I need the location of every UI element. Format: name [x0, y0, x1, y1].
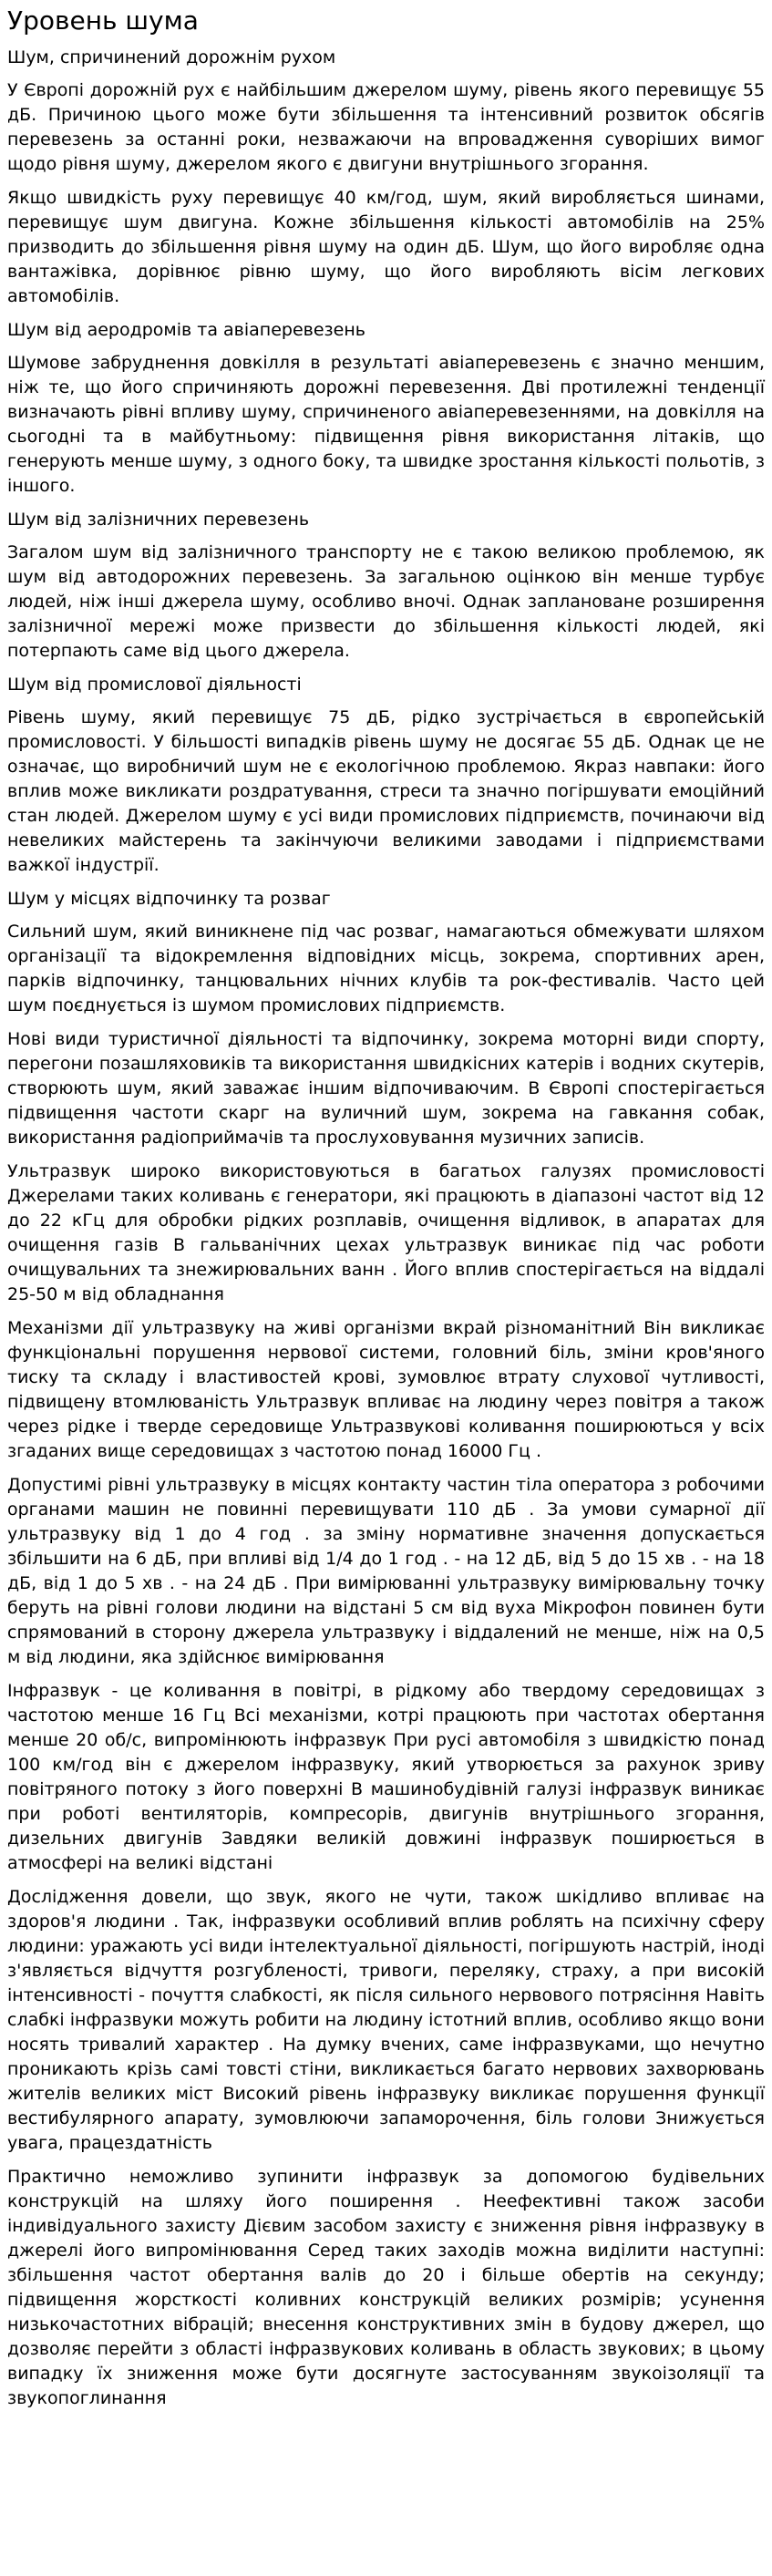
paragraph: Нові види туристичної діяльності та відпочинку, зокрема моторні види спорту, перегони позашляховиків та використання швидкісних катерів і водних скутерів, створюють шум, який заважає іншим відпочиваючим. В Європі спостерігається підвищення частоти скарг на вуличний шум, зокрема на гавкання собак, використання радіоприймачів та прослуховування музичних записів. — [7, 1029, 765, 1148]
section-heading-industry: Шум від промислової діяльності — [7, 675, 302, 695]
paragraph: Ультразвук широко використовуються в багатьох галузях промисловості Джерелами таких коливань є генератори, які працюють в діапазоні частот від 12 до 22 кГц для обробки рідких розплавів, очищення відливок, в апаратах для очищення газів В гальванічних цехах ультразвук виникає під час роботи очищувальних та знежирювальних ванн . Його вплив спостерігається на віддалі 25-50 м від обладнання — [7, 1161, 765, 1304]
paragraph: Дослідження довели, що звук, якого не чути, також шкідливо впливає на здоров'я людини . Так, інфразвуки особливий вплив роблять на психічну сферу людини: уражають усі види інтелектуальної діяльності, погіршують настрій, іноді з'являється відчуття розгубленості, тривоги, переляку, страху, а при високій інтенсивності - почуття слабкості, як після сильного нервового потрясіння Навіть слабкі інфразвуки можуть робити на людину істотний вплив, особливо якщо вони носять тривалий характер . На думку вчених, саме інфразвуками, що нечутно проникають крізь самі товсті стіни, викликається багато нервових захворювань жителів великих міст Високий рівень інфразвуку викликає порушення функції вестибулярного апарату, зумовлюючи запаморочення, біль голови Знижується увага, працездатність — [7, 1887, 765, 2153]
section-heading-railway: Шум від залізничних перевезень — [7, 510, 310, 530]
paragraph: Шумове забруднення довкілля в результаті авіаперевезень є значно меншим, ніж те, що його спричиняють дорожні перевезення. Дві протилежні тенденції визначають рівні впливу шуму, спричиненого авіаперевезеннями, на довкілля на сьогодні та в майбутньому: підвищення рівня використання літаків, що генерують менше шуму, з одного боку, та швидке зростання кількості польотів, з іншого. — [7, 353, 765, 496]
paragraph: Загалом шум від залізничного транспорту не є такою великою проблемою, як шум від автодорожних перевезень. За загальною оцінкою він менше турбує людей, ніж інші джерела шуму, особливо вночі. Однак заплановане розширення залізничної мережі може призвести до збільшення кількості людей, які потерпають саме від цього джерела. — [7, 542, 765, 661]
paragraph: Якщо швидкість руху перевищує 40 км/год, шум, який виробляється шинами, перевищує шум двигуна. Кожне збільшення кількості автомобілів на 25% призводить до збільшення рівня шуму на один дБ. Шум, що його виробляє одна вантажівка, дорівнює рівню шуму, що його виробляють вісім легкових автомобілів. — [7, 188, 765, 306]
page-title: Уровень шума — [7, 5, 199, 36]
paragraph: Механізми дії ультразвуку на живі організми вкрай різноманітний Він викликає функціональні порушення нервової системи, головний біль, зміни кров'яного тиску та складу і властивостей крові, зумовлює втрату слухової чутливості, підвищену втомлюваність Ультразвук впливає на людину через повітря а також через рідке і тверде середовище Ультразвукові коливання поширюються у всіх згаданих вище середовищах з частотою понад 16000 Гц . — [7, 1318, 765, 1461]
section-heading-road-traffic: Шум, спричинений дорожнім рухом — [7, 47, 336, 67]
paragraph: У Європі дорожній рух є найбільшим джерелом шуму, рівень якого перевищує 55 дБ. Причиною цього може бути збільшення та інтенсивний розвиток обсягів перевезень за останні роки, незважаючи на впровадження суворіших вимог щодо рівня шуму, джерелом якого є двигуни внутрішнього згорання. — [7, 80, 765, 174]
paragraph: Інфразвук - це коливання в повітрі, в рідкому або твердому середовищах з частотою менше 16 Гц Всі механізми, котрі працюють при частотах обертання менше 20 об/с, випромінюють інфразвук При русі автомобіля з швидкістю понад 100 км/год він є джерелом інфразвуку, який утворюється за рахунок зриву повітряного потоку з його поверхні В машинобудівній галузі інфразвук виникає при роботі вентиляторів, компресорів, двигунів внутрішнього згорання, дизельних двигунів Завдяки великій довжині інфразвук поширюється в атмосфері на великі відстані — [7, 1681, 765, 1873]
section-heading-leisure: Шум у місцях відпочинку та розваг — [7, 889, 331, 909]
section-heading-aviation: Шум від аеродромів та авіаперевезень — [7, 320, 365, 340]
paragraph: Практично неможливо зупинити інфразвук за допомогою будівельних конструкцій на шляху його поширення . Неефективні також засоби індивідуального захисту Дієвим засобом захисту є зниження рівня інфразвуку в джерелі його випромінювання Серед таких заходів можна виділити наступні: збільшення частот обертання валів до 20 і більше обертів на секунду; підвищення жорсткості коливних конструкцій великих розмірів; усунення низькочастотних вібрацій; внесення конструктивних змін в будову джерел, що дозволяє перейти з області інфразвукових коливань в область звукових; в цьому випадку їх зниження може бути досягнуте застосуванням звукоізоляції та звукопоглинання — [7, 2167, 765, 2408]
paragraph: Допустимі рівні ультразвуку в місцях контакту частин тіла оператора з робочими органами машин не повинні перевищувати 110 дБ . За умови сумарної дії ультразвуку від 1 до 4 год . за зміну нормативне значення допускається збільшити на 6 дБ, при впливі від 1/4 до 1 год . - на 12 дБ, від 5 до 15 хв . - на 18 дБ, від 1 до 5 хв . - на 24 дБ . При вимірюванні ультразвуку вимірювальну точку беруть на рівні голови людини на відстані 5 см від вуха Мікрофон повинен бути спрямований в сторону джерела ультразвуку і віддалений не менше, ніж на 0,5 м від людини, яка здійснює вимірювання — [7, 1475, 765, 1667]
paragraph: Рівень шуму, який перевищує 75 дБ, рідко зустрічається в європейській промисловості. У більшості випадків рівень шуму не досягає 55 дБ. Однак це не означає, що виробничий шум не є екологічною проблемою. Якраз навпаки: його вплив може викликати роздратування, стреси та значно погіршувати емоційний стан людей. Джерелом шуму є усі види промислових підприємств, починаючи від невеликих майстерень та закінчуючи великими заводами і підприємствами важкої індустрії. — [7, 707, 765, 875]
paragraph: Сильний шум, який виникнене під час розваг, намагаються обмежувати шляхом організації та відокремлення відповідних місць, зокрема, спортивних арен, парків відпочинку, танцювальних нічних клубів та рок-фестивалів. Часто цей шум поєднується із шумом промислових підприємств. — [7, 922, 765, 1015]
